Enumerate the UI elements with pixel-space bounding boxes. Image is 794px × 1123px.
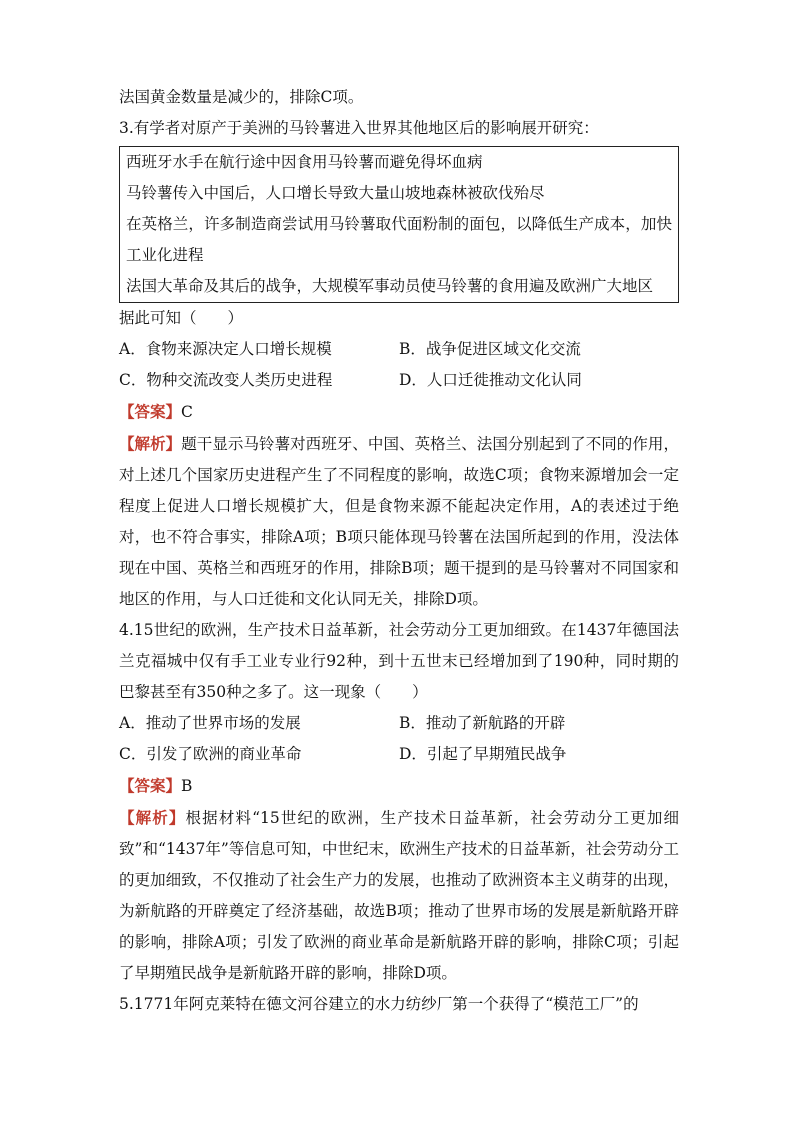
option-a: A．食物来源决定人口增长规模: [119, 340, 332, 358]
answer-tag: 【答案】: [119, 776, 182, 795]
question-4-answer: [119, 770, 679, 802]
option-d: D．人口迁徙推动文化认同: [399, 371, 582, 389]
question-4-analysis: [119, 802, 679, 989]
material-item: 法国大革命及其后的战争，大规模军事动员使马铃薯的食用遍及欧洲广大地区: [126, 277, 654, 295]
option-d: D．引起了早期殖民战争: [399, 745, 567, 763]
question-3-options-row-1: [119, 334, 679, 365]
question-3-material-box: [119, 146, 679, 303]
question-3-answer: [119, 396, 679, 428]
previous-analysis-tail: 法国黄金数量是减少的，排除C项。: [119, 88, 364, 106]
answer-value: C: [181, 403, 193, 421]
question-4-stem: 4.15世纪的欧洲，生产技术日益革新，社会劳动分工更加细致。在1437年德国法兰克福城中仅有手工业专业行92种，到十五世末已经增加到了190种，同时期的巴黎甚至有350种之多了。这一现象（ ）: [119, 621, 679, 701]
document-page: [119, 82, 679, 1020]
analysis-text: 题干显示马铃薯对西班牙、中国、英格兰、法国分别起到了不同的作用，对上述几个国家历史进程产生了不同程度的影响，故选C项；食物来源增加会一定程度上促进人口增长规模扩大，但是食物来源不能起决定作用，A的表述过于绝对，也不符合事实，排除A项；B项只能体现马铃薯在法国所起到的作用，没法体现在中国、英格兰和西班牙的作用，排除B项；题干提到的是马铃薯对不同国家和地区的作用，与人口迁徙和文化认同无关，排除D项。: [119, 435, 679, 608]
question-3-stem: 3.有学者对原产于美洲的马铃薯进入世界其他地区后的影响展开研究：: [119, 119, 599, 137]
analysis-tag: 【解析】: [119, 808, 186, 827]
material-item: 在英格兰，许多制造商尝试用马铃薯取代面粉制的面包，以降低生产成本，加快工业化进程: [126, 215, 672, 264]
material-item: 马铃薯传入中国后，人口增长导致大量山坡地森林被砍伐殆尽: [126, 184, 545, 202]
answer-value: B: [181, 777, 193, 795]
analysis-tag: 【解析】: [119, 434, 182, 453]
question-3-analysis: [119, 428, 679, 615]
question-5-stem: 5.1771年阿克莱特在德文河谷建立的水力纺纱厂第一个获得了“模范工厂”的: [119, 995, 639, 1013]
option-b: B．战争促进区域文化交流: [399, 340, 581, 358]
answer-tag: 【答案】: [119, 402, 182, 421]
question-4-options-row-1: [119, 708, 679, 739]
question-3-options-row-2: [119, 365, 679, 396]
question-3-ask: 据此可知（ ）: [119, 309, 244, 327]
option-a: A．推动了世界市场的发展: [119, 714, 301, 732]
option-b: B．推动了新航路的开辟: [399, 714, 566, 732]
material-item: 西班牙水手在航行途中因食用马铃薯而避免得坏血病: [126, 153, 483, 171]
option-c: C．引发了欧洲的商业革命: [119, 745, 302, 763]
option-c: C．物种交流改变人类历史进程: [119, 371, 333, 389]
analysis-text: 根据材料“15世纪的欧洲，生产技术日益革新，社会劳动分工更加细致”和“1437年”等信息可知，中世纪末，欧洲生产技术的日益革新，社会劳动分工的更加细致，不仅推动了社会生产力的发展，也推动了欧洲资本主义萌芽的出现，为新航路的开辟奠定了经济基础，故选B项；推动了世界市场的发展是新航路开辟的影响，排除A项；引发了欧洲的商业革命是新航路开辟的影响，排除C项；引起了早期殖民战争是新航路开辟的影响，排除D项。: [119, 809, 679, 982]
question-4-options-row-2: [119, 739, 679, 770]
